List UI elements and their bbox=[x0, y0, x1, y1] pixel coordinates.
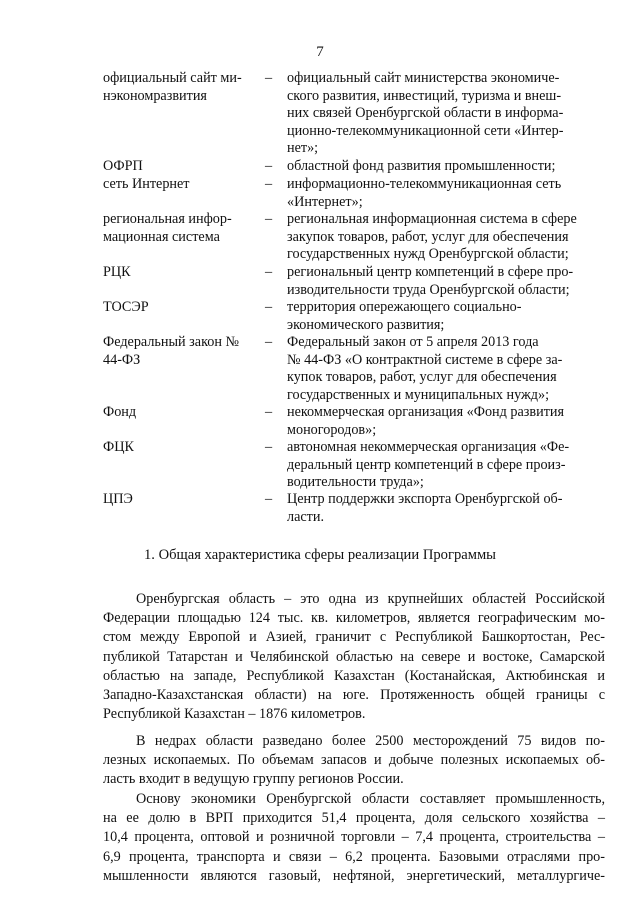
definition-line: областной фонд развития промышленности; bbox=[287, 158, 556, 174]
paragraph-line: Основу экономики Оренбургской области составляет промышленность, bbox=[136, 791, 605, 807]
paragraph-line: областью на западе, Республикой Казахстан (Костанайская, Актюбинская и bbox=[103, 667, 605, 684]
paragraph-line: Федерации площадью 124 тыс. кв. километров, является географическим мо- bbox=[103, 610, 605, 627]
abbreviation-dash: – bbox=[265, 439, 273, 455]
term-line: официальный сайт ми- bbox=[103, 70, 242, 86]
paragraph-line: на ее долю в ВРП приходится 51,4 процента, доля сельского хозяйства – bbox=[103, 810, 605, 827]
definition-line: информационно-телекоммуникационная сеть bbox=[287, 176, 562, 192]
term-line: ТОСЭР bbox=[103, 299, 149, 315]
abbreviation-term bbox=[103, 404, 258, 422]
definition-line: государственных нужд Оренбургской области; bbox=[287, 246, 569, 262]
abbreviation-dash: – bbox=[265, 211, 273, 227]
abbreviation-dash: – bbox=[265, 299, 273, 315]
definition-line: автономная некоммерческая организация «Фе- bbox=[287, 439, 570, 455]
definition-line: купок товаров, работ, услуг для обеспечения bbox=[287, 369, 557, 385]
term-line: РЦК bbox=[103, 264, 131, 280]
abbreviation-definition bbox=[287, 439, 607, 492]
abbreviation-definition bbox=[287, 491, 607, 526]
definition-line: ласти. bbox=[287, 508, 325, 525]
paragraph-line: Республикой Казахстан – 1876 километров. bbox=[103, 706, 366, 723]
definition-line: официальный сайт министерства экономиче- bbox=[287, 70, 560, 86]
paragraph-line: Оренбургская область – это одна из крупнейших областей Российской bbox=[136, 591, 605, 607]
paragraph-line: публикой Татарстан и Челябинской областью на севере и востоке, Самарской bbox=[103, 648, 605, 665]
paragraph bbox=[103, 590, 605, 724]
term-line: региональная инфор- bbox=[103, 211, 232, 227]
paragraph-line: 6,9 процента, транспорта и связи – 6,2 процента. Базовыми отраслями про- bbox=[103, 848, 605, 865]
definition-line: региональный центр компетенций в сфере про- bbox=[287, 264, 574, 280]
abbreviation-term bbox=[103, 334, 258, 369]
abbreviation-term bbox=[103, 491, 258, 509]
term-line: ОФРП bbox=[103, 158, 143, 174]
abbreviation-term bbox=[103, 439, 258, 457]
abbreviation-definition bbox=[287, 334, 607, 404]
definition-line: территория опережающего социально- bbox=[287, 299, 522, 315]
paragraph-line: Западно-Казахстанская области) на юге. Протяженность общей границы с bbox=[103, 687, 605, 704]
term-line: ЦПЭ bbox=[103, 491, 133, 507]
abbreviation-term bbox=[103, 176, 258, 194]
abbreviation-dash: – bbox=[265, 264, 273, 280]
definition-line: нет»; bbox=[287, 140, 319, 156]
paragraph-line: мышленности являются газовый, нефтяной, энергетический, металлургиче- bbox=[103, 867, 605, 884]
abbreviation-dash: – bbox=[265, 404, 273, 420]
definition-line: деральный центр компетенций в сфере произ- bbox=[287, 456, 566, 473]
abbreviation-definition bbox=[287, 211, 607, 264]
term-line: нэкономразвития bbox=[103, 87, 207, 104]
abbreviation-dash: – bbox=[265, 491, 273, 507]
term-line: мационная система bbox=[103, 228, 220, 245]
abbreviation-definition bbox=[287, 176, 607, 211]
term-line: Федеральный закон № bbox=[103, 334, 240, 350]
section-heading: 1. Общая характеристика сферы реализации Программы bbox=[144, 547, 496, 563]
definition-line: моногородов»; bbox=[287, 421, 377, 438]
paragraph-line: стом между Европой и Азией, граничит с Республикой Башкортостан, Рес- bbox=[103, 629, 605, 646]
definition-line: ского развития, инвестиций, туризма и внеш- bbox=[287, 87, 562, 104]
abbreviation-definition bbox=[287, 264, 607, 299]
term-line: ФЦК bbox=[103, 439, 134, 455]
definition-line: № 44-ФЗ «О контрактной системе в сфере за- bbox=[287, 351, 563, 368]
paragraph-line: ласть входит в ведущую группу регионов России. bbox=[103, 771, 404, 788]
abbreviation-term bbox=[103, 264, 258, 282]
abbreviation-definition bbox=[287, 404, 607, 439]
definition-line: закупок товаров, работ, услуг для обеспечения bbox=[287, 228, 569, 245]
abbreviation-dash: – bbox=[265, 158, 273, 174]
definition-line: изводительности труда Оренбургской области; bbox=[287, 281, 570, 298]
paragraph-line: В недрах области разведано более 2500 месторождений 75 видов по- bbox=[136, 733, 605, 749]
definition-line: некоммерческая организация «Фонд развития bbox=[287, 404, 565, 420]
term-line: 44-ФЗ bbox=[103, 351, 141, 368]
definition-line: экономического развития; bbox=[287, 316, 445, 333]
definition-line: региональная информационная система в сфере bbox=[287, 211, 577, 227]
definition-line: них связей Оренбургской области в информа- bbox=[287, 105, 564, 121]
paragraph bbox=[103, 790, 605, 886]
definition-line: «Интернет»; bbox=[287, 193, 363, 210]
paragraph bbox=[103, 732, 605, 790]
term-line: Фонд bbox=[103, 404, 137, 420]
paragraph-line: лезных ископаемых. По объемам запасов и добыче полезных ископаемых об- bbox=[103, 752, 605, 769]
abbreviation-term bbox=[103, 70, 258, 105]
abbreviation-term bbox=[103, 158, 258, 176]
abbreviation-dash: – bbox=[265, 176, 273, 192]
paragraph-line: 10,4 процента, оптовой и розничной торговли – 7,4 процента, строительства – bbox=[103, 829, 605, 846]
abbreviation-definition bbox=[287, 158, 607, 176]
definition-line: Центр поддержки экспорта Оренбургской об- bbox=[287, 491, 563, 507]
definition-line: государственных и муниципальных нужд»; bbox=[287, 386, 550, 403]
term-line: сеть Интернет bbox=[103, 176, 190, 192]
definition-line: водительности труда»; bbox=[287, 474, 424, 490]
abbreviation-term bbox=[103, 299, 258, 317]
abbreviation-definition bbox=[287, 299, 607, 334]
abbreviation-dash: – bbox=[265, 70, 273, 86]
definition-line: ционно-телекоммуникационной сети «Интер- bbox=[287, 122, 564, 139]
definition-line: Федеральный закон от 5 апреля 2013 года bbox=[287, 334, 539, 350]
abbreviation-term bbox=[103, 211, 258, 246]
abbreviation-definition bbox=[287, 70, 607, 158]
page-number: 7 bbox=[316, 44, 324, 60]
abbreviation-dash: – bbox=[265, 334, 273, 350]
